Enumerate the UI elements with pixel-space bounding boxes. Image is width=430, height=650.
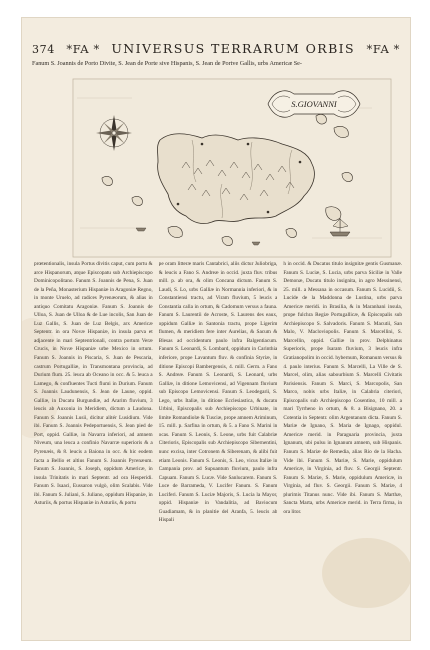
text-column-1 xyxy=(34,260,153,640)
column-text: pe oram litteræ maris Cantabrici, aliis dictur Juliobriga, & leucis a Fano S. Andreæ in occid. juxta fluv. tribus mill. p. ab ora, & olim Concana dictum. Fanum S. Laudi, S. Lo, urbs Galliæ in Normannia inferiori, & in Constantiensi tractu, ad Viram fluvium, 5 leucis a Constantia calla in ortum, & Cadomum versus a fauna. Fanum S. Laurentii de Acroste, S. Laurens des eaux, oppidum Galliæ in Santonia tractu, prope Ligerim flumen, & meridiem fere inter Aurelias, & Sacum & Blesas ad occidentum paulo infra Balgentiacum. Fanum S. Leonardi, S. Lombard, oppidum in Carinthia inferiore, prope Lavantum fluv. & confinia Styriæ, in ditione Episcopi Bambergensis, 4. mill. Germ. a Fano S. Andreæ. Fanum S. Leonardi, S. Leonard, urbs Galliæ, in ditione Lemovicensi, ad Vigennam fluvium sub Episcopo Lemovicensi. Fanum S. Leodegarii, S. Lego, urbs Italiæ, in ditione Ecclesiastica, & ducatu Urbini, Episcopalis sub Archiepiscopo Urbinate, in limite Romandiolæ & Tusciæ, prope amnem Ariminum, 15. mill. p. Sarfina in ortum, & 5. a Fano S. Marini in ocas. Fanum S. Leonis, S. Leone, urbs fuit Calabriæ Citerioris, Episcopalis sub Archiepiscopo Sibernentini, nunc excisa, inter Cotronem & Siberenam, & alibi fuit etiam Leonis. Fanum S. Leonis, S. Leo, vicus Italiæ in Campania prov. ad Supuantum fluvium, paulo infra Capuam. Fanum S. Lucæ. Vide Sanlucarem. Fanum S. Luce de Barrameda, V. Lucifer Fanum. S. Fanum Luciferi. Fanum S. Luciæ Majoris, S. Lucia la Mayor, oppid. Hispaniæ in Vandalitia, ad Baviocum Guadiamam, & in planitie del Aranfa, 5. leucis ab Hispali xyxy=(158,261,278,524)
running-line: Fanum S. Joannis de Porto Divite, S. Jean de Porte sive Hispanis, S. Jean de Portve Gallis, urbs Americæ Se- xyxy=(32,60,302,67)
map-illustration xyxy=(72,78,392,258)
text-column-3 xyxy=(283,260,402,640)
page-title: UNIVERSUS TERRARUM ORBIS xyxy=(111,41,355,56)
column-text: prœtentionalis, insula Portus divitis caput, cum portu & arce Hispanorum, atque Episcopatu sub Archiepiscopo Dominicopolitano. Fanum S. Joannis de Pena, S. Juan de la Peña, Monasterium Hispaniæ in Aragoniæ Regno, in monte Uruelo, ad radices Pyrenæorum, & alias in antiquo Comitatu Aragoniæ. Fanum S. Joannis de Ulloa, S. Juan de Ulloa & de Lue incolis, San Juan de Luz Gallis, S. Juan de Luz Belgis, arx Americæ Septentr. in ora Novæ Hispaniæ, in insula parva et adjacente in mari Septentrionali, contra portum Veræ Crucis, in Novæ Hispaniæ urbe Mexico in ortum. Fanum S. Joannis in Piscaria, S. Juan de Pescaria, castrum Portugalliæ, in Transmontana provincia, ad Durium flum. 25. leuca ab Oceano in occ. & 5. leuca a Lamego, & confluentes Tucti flumi in Durium. Fanum S. Joannis Laudunensis, S. Jean de Laune, oppid. Galliæ, in Ducatu Burgundiæ, ad Ararim fluvium, 3 leucis ab Auxonia in Meridiem, dictum a Laudona. Fanum S. Joannis Lusii, dicitur alitér Lusidium. Vide ibi. Fanum S. Joannis Pedeportuensis, S. Jean pied de Port, oppid. Galliæ, in Navarra inferiori, ad amnem Niveum, una leuca a confinio Navarræ superioris & a Pyrenæis, & 8. leucis a Baiona in occ. & hic eodem facta a Bellio et altius Fanum S. Joannis Pyrenæum. Fanum S. Joannis, S. Joseph, oppidum Americæ, in insula Trinitatis in mari Septentr. ad ora Hesperidi. Fanum S. Isaaci, Eussaron vulgò, olim Scalabis. Vide ibi. Fanum S. Juliani, S. Juliano, oppidum Hispaniæ, in Asturiis, & portus Hispaniæ in Asturiis, & portu xyxy=(34,261,153,507)
text-columns xyxy=(34,260,402,640)
page-number: 374 xyxy=(32,43,55,56)
text-column-2 xyxy=(159,260,278,640)
column-text: h in occid. & Ducatus titulo insignitæ gentis Gusmanæ. Fanum S. Luciæ, S. Lucia, urbs parva Siciliæ in Valle Demonæ, Ducatu titulo insignita, in agro Messinensi, 25. mill. a Messana in occasum. Fanum S. Lucidii, S. Lucide de la Maddonna de Lustina, urbs parva Americæ meridi. in Brasilia, & in Maranhani insula, prope fulchra Regiæ Portugallicæ, & Episcopalis sub Archiepiscopo S. Salvadoris. Fanum S. Macutii, San Malo, V. Macloviopolis. Fanum S. Marcellini, S. Marcellin, oppid. Galliæ in prov. Delphinatus Superioris, prope Isaram fluvium, 3 leucis infra Gratianopolim in occid. hybernum, Romanum versus & 4. paulo interius. Fanum S. Marcelli, La Ville de S. Marcel, olim, alias sabourbium S. Marcelli Civitatis Parisiensis. Fanum S. Marci, S. Marcopolis, San Marco, nobis urbs Italiæ, in Calabria citeriori, Episcopalis sub Archiepiscopo Cosentino, 10 mill. a mari Tyrrheno in ortum, & 8. a Bisignano, 20. a Cotentia in Septentr. olim Argentanum dicta. Fanum S. Mariæ de Ignano, S. Maria de Ignago, oppidul. Americæ merid. in Paraguaria provincia, juxta Ignanum, ubi pulsu in Ignanum amnem, sub Hispanis. Fanum S. Mariæ de Remedia, alias Rio de la Hacha. Vide ibi. Fanum S. Mariæ, S. Marie, oppidulum Americæ, in Virginia, ad fluv. S. Georgii Septentr. Fanum S. Mariæ, S. Marie, oppidulum Americæ, in Virginia, ad fluv. S. Georgii. Fanum S. Mariæ, 4 plurimis Titanus nunc. Vide ibi. Fanum S. Marthæ, Sancta Marta, urbs Americæ merid. in Terra firma, in ora litor. xyxy=(283,261,403,515)
cartouche-title: S.GIOVANNI xyxy=(291,99,337,109)
header-right-mark: *FA * xyxy=(366,42,400,56)
page-header xyxy=(32,41,400,56)
header-left-mark: *FA * xyxy=(66,42,100,56)
book-page xyxy=(22,18,410,640)
map-cartouche xyxy=(268,91,360,117)
map-svg xyxy=(72,78,392,258)
